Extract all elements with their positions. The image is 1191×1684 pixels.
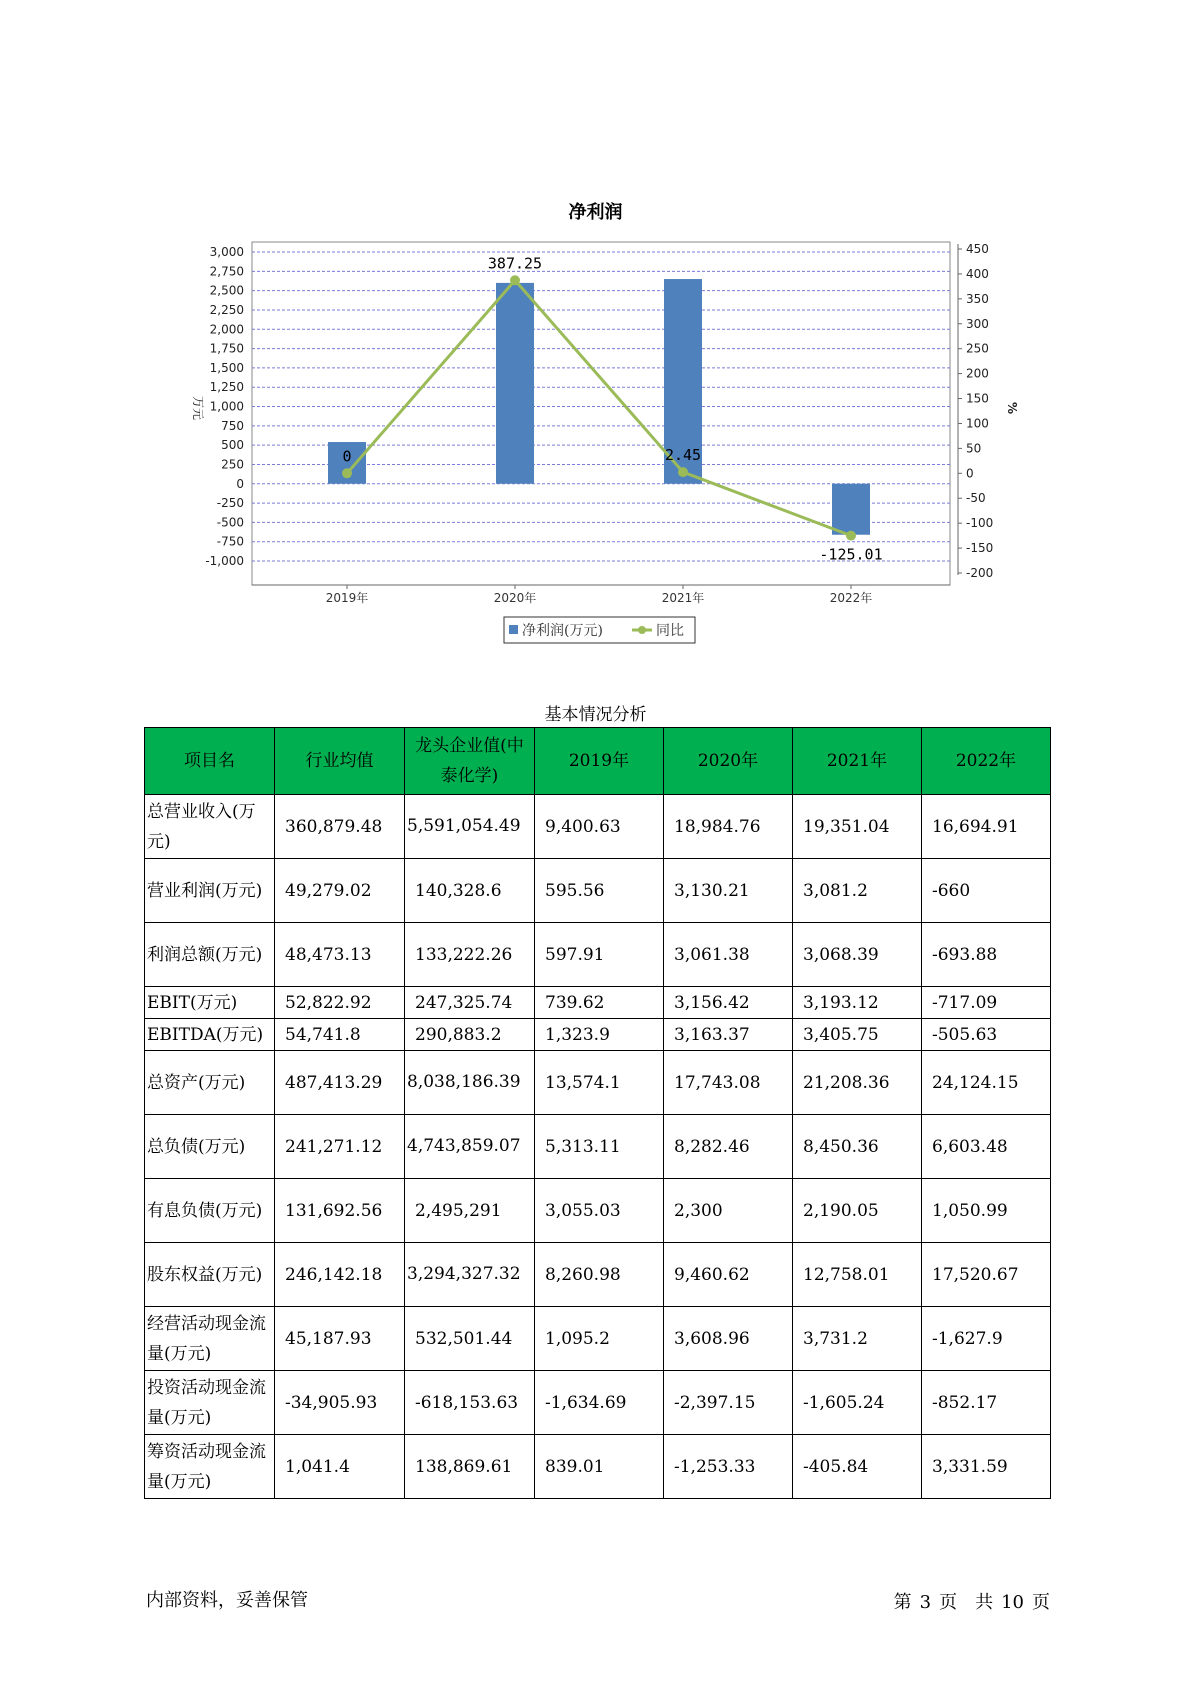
table-cell: 17,520.67 bbox=[922, 1243, 1051, 1307]
table-cell: 52,822.92 bbox=[275, 987, 405, 1019]
table-cell: 487,413.29 bbox=[275, 1051, 405, 1115]
y-tick-label: 3,000 bbox=[209, 245, 244, 259]
table-cell: 1,050.99 bbox=[922, 1179, 1051, 1243]
y2-tick-label: 150 bbox=[966, 391, 989, 406]
header-2019: 2019年 bbox=[535, 728, 664, 795]
table-cell: 13,574.1 bbox=[535, 1051, 664, 1115]
yoy-data-label: -125.01 bbox=[819, 545, 883, 564]
table-cell: 3,061.38 bbox=[664, 923, 793, 987]
bar-net-profit bbox=[832, 484, 870, 535]
row-label: 总营业收入(万元) bbox=[145, 795, 275, 859]
page-total: 10 bbox=[1001, 1592, 1024, 1613]
table-cell: 360,879.48 bbox=[275, 795, 405, 859]
table-cell: 9,460.62 bbox=[664, 1243, 793, 1307]
table-cell: 3,156.42 bbox=[664, 987, 793, 1019]
table-cell: 138,869.61 bbox=[405, 1435, 535, 1499]
y2-tick-label: 450 bbox=[966, 242, 989, 256]
y2-tick-label: 200 bbox=[966, 366, 989, 381]
table-title: 基本情况分析 bbox=[544, 705, 647, 725]
y2-tick-label: -50 bbox=[966, 491, 986, 506]
net-profit-chart bbox=[0, 0, 1191, 680]
table-cell: 140,328.6 bbox=[405, 859, 535, 923]
y-tick-label: 2,750 bbox=[209, 264, 244, 279]
legend-bar-label: 净利润(万元) bbox=[522, 623, 603, 639]
table-cell: -1,253.33 bbox=[664, 1435, 793, 1499]
table-cell: 3,331.59 bbox=[922, 1435, 1051, 1499]
table-cell: 131,692.56 bbox=[275, 1179, 405, 1243]
y-tick-label: 1,750 bbox=[209, 341, 244, 356]
y-tick-label: 250 bbox=[221, 457, 244, 472]
table-cell: 8,282.46 bbox=[664, 1115, 793, 1179]
header-item-name: 项目名 bbox=[145, 728, 275, 795]
y2-tick-label: 350 bbox=[966, 291, 989, 306]
row-label: EBIT(万元) bbox=[145, 987, 275, 1019]
yoy-line bbox=[347, 280, 851, 535]
page-suffix: 页 bbox=[1032, 1592, 1050, 1613]
table-cell: -852.17 bbox=[922, 1371, 1051, 1435]
y-tick-label: 1,250 bbox=[209, 380, 244, 395]
table-cell: 1,323.9 bbox=[535, 1019, 664, 1051]
y-tick-label: 1,500 bbox=[209, 360, 244, 375]
table-cell: 739.62 bbox=[535, 987, 664, 1019]
row-label: 经营活动现金流量(万元) bbox=[145, 1307, 275, 1371]
y-tick-label: 750 bbox=[221, 418, 244, 433]
table-cell: 595.56 bbox=[535, 859, 664, 923]
table-cell: -2,397.15 bbox=[664, 1371, 793, 1435]
table-cell: 4,743,859.07 bbox=[405, 1115, 535, 1179]
header-2020: 2020年 bbox=[664, 728, 793, 795]
page-prefix: 第 bbox=[893, 1592, 912, 1613]
table-cell: -618,153.63 bbox=[405, 1371, 535, 1435]
table-cell: 3,731.2 bbox=[793, 1307, 922, 1371]
table-cell: 2,495,291 bbox=[405, 1179, 535, 1243]
basic-analysis-table bbox=[144, 727, 1051, 1499]
y-tick-label: 2,000 bbox=[209, 322, 244, 337]
table-row bbox=[145, 1435, 1051, 1499]
table-cell: 247,325.74 bbox=[405, 987, 535, 1019]
y-tick-label: -1,000 bbox=[205, 554, 244, 568]
y2-tick-label: -200 bbox=[966, 566, 994, 580]
y2-axis-title: % bbox=[1005, 401, 1019, 415]
page-mid: 页 共 bbox=[939, 1592, 994, 1613]
table-cell: 290,883.2 bbox=[405, 1019, 535, 1051]
header-leader-value: 龙头企业值(中泰化学) bbox=[405, 728, 535, 795]
row-label: 总资产(万元) bbox=[145, 1051, 275, 1115]
table-cell: -505.63 bbox=[922, 1019, 1051, 1051]
y2-tick-label: -150 bbox=[966, 541, 994, 556]
table-cell: -1,634.69 bbox=[535, 1371, 664, 1435]
x-tick-label: 2021年 bbox=[661, 591, 705, 605]
y2-tick-label: -100 bbox=[966, 516, 994, 531]
table-cell: -34,905.93 bbox=[275, 1371, 405, 1435]
yoy-point bbox=[846, 531, 856, 541]
table-row bbox=[145, 923, 1051, 987]
table-cell: 5,591,054.49 bbox=[405, 795, 535, 859]
table-row bbox=[145, 795, 1051, 859]
x-tick-label: 2019年 bbox=[325, 591, 369, 605]
table-row bbox=[145, 1019, 1051, 1051]
table-cell: 6,603.48 bbox=[922, 1115, 1051, 1179]
legend-line-label: 同比 bbox=[656, 623, 684, 639]
table-cell: -405.84 bbox=[793, 1435, 922, 1499]
table-cell: -1,627.9 bbox=[922, 1307, 1051, 1371]
table-cell: 21,208.36 bbox=[793, 1051, 922, 1115]
y2-tick-label: 250 bbox=[966, 341, 989, 356]
table-cell: -693.88 bbox=[922, 923, 1051, 987]
table-cell: 3,130.21 bbox=[664, 859, 793, 923]
table-row bbox=[145, 1115, 1051, 1179]
header-2022: 2022年 bbox=[922, 728, 1051, 795]
table-cell: 8,038,186.39 bbox=[405, 1051, 535, 1115]
table-cell: 3,081.2 bbox=[793, 859, 922, 923]
row-label: 利润总额(万元) bbox=[145, 923, 275, 987]
x-tick-label: 2020年 bbox=[493, 591, 537, 605]
yoy-data-label: 387.25 bbox=[487, 254, 543, 273]
table-cell: 19,351.04 bbox=[793, 795, 922, 859]
table-row bbox=[145, 1371, 1051, 1435]
legend-line-marker bbox=[638, 626, 646, 634]
chart-title: 净利润 bbox=[568, 202, 623, 223]
table-cell: 133,222.26 bbox=[405, 923, 535, 987]
x-tick-label: 2022年 bbox=[829, 591, 873, 605]
table-cell: 3,608.96 bbox=[664, 1307, 793, 1371]
y2-tick-label: 300 bbox=[966, 316, 989, 331]
table-cell: 18,984.76 bbox=[664, 795, 793, 859]
y-axis-title: 万元 bbox=[191, 395, 205, 421]
table-cell: 17,743.08 bbox=[664, 1051, 793, 1115]
table-cell: 3,294,327.32 bbox=[405, 1243, 535, 1307]
table-cell: 246,142.18 bbox=[275, 1243, 405, 1307]
y-tick-label: -500 bbox=[216, 515, 244, 530]
y-tick-label: 2,500 bbox=[209, 283, 244, 298]
table-cell: 3,068.39 bbox=[793, 923, 922, 987]
header-2021: 2021年 bbox=[793, 728, 922, 795]
table-row bbox=[145, 1051, 1051, 1115]
row-label: 总负债(万元) bbox=[145, 1115, 275, 1179]
table-cell: 532,501.44 bbox=[405, 1307, 535, 1371]
y2-tick-label: 400 bbox=[966, 266, 989, 281]
row-label: 股东权益(万元) bbox=[145, 1243, 275, 1307]
y2-tick-label: 50 bbox=[966, 441, 982, 456]
row-label: EBITDA(万元) bbox=[145, 1019, 275, 1051]
table-cell: 1,041.4 bbox=[275, 1435, 405, 1499]
table-cell: 839.01 bbox=[535, 1435, 664, 1499]
table-row bbox=[145, 1179, 1051, 1243]
table-cell: 2,190.05 bbox=[793, 1179, 922, 1243]
y-tick-label: -750 bbox=[216, 534, 244, 549]
yoy-point bbox=[678, 467, 688, 477]
table-row bbox=[145, 987, 1051, 1019]
table-cell: 9,400.63 bbox=[535, 795, 664, 859]
table-cell: 54,741.8 bbox=[275, 1019, 405, 1051]
row-label: 筹资活动现金流量(万元) bbox=[145, 1435, 275, 1499]
table-cell: 8,260.98 bbox=[535, 1243, 664, 1307]
footer-confidential-note: 内部资料，妥善保管 bbox=[146, 1590, 308, 1611]
table-cell: 24,124.15 bbox=[922, 1051, 1051, 1115]
yoy-data-label: 0 bbox=[342, 447, 352, 466]
table-cell: 597.91 bbox=[535, 923, 664, 987]
y-tick-label: 1,000 bbox=[209, 399, 244, 414]
page-current: 3 bbox=[919, 1592, 932, 1613]
yoy-point bbox=[510, 275, 520, 285]
y2-tick-label: 100 bbox=[966, 416, 989, 431]
table-cell: -660 bbox=[922, 859, 1051, 923]
yoy-data-label: 2.45 bbox=[664, 446, 702, 465]
table-row bbox=[145, 1243, 1051, 1307]
table-cell: 1,095.2 bbox=[535, 1307, 664, 1371]
table-cell: 48,473.13 bbox=[275, 923, 405, 987]
table-row bbox=[145, 1307, 1051, 1371]
table-cell: 3,163.37 bbox=[664, 1019, 793, 1051]
y-tick-label: 2,250 bbox=[209, 302, 244, 317]
legend-bar-swatch bbox=[509, 625, 518, 634]
table-cell: 3,055.03 bbox=[535, 1179, 664, 1243]
table-cell: 12,758.01 bbox=[793, 1243, 922, 1307]
yoy-point bbox=[342, 468, 352, 478]
row-label: 营业利润(万元) bbox=[145, 859, 275, 923]
row-label: 有息负债(万元) bbox=[145, 1179, 275, 1243]
table-cell: 241,271.12 bbox=[275, 1115, 405, 1179]
row-label: 投资活动现金流量(万元) bbox=[145, 1371, 275, 1435]
y2-tick-label: 0 bbox=[966, 466, 974, 481]
table-cell: -717.09 bbox=[922, 987, 1051, 1019]
table-cell: 8,450.36 bbox=[793, 1115, 922, 1179]
table-cell: 49,279.02 bbox=[275, 859, 405, 923]
table-cell: 16,694.91 bbox=[922, 795, 1051, 859]
y-tick-label: 500 bbox=[221, 438, 244, 453]
table-cell: 3,405.75 bbox=[793, 1019, 922, 1051]
table-row bbox=[145, 859, 1051, 923]
y-tick-label: 0 bbox=[236, 476, 244, 491]
bar-net-profit bbox=[496, 283, 534, 484]
header-industry-avg: 行业均值 bbox=[275, 728, 405, 795]
page-number bbox=[886, 1588, 1050, 1614]
table-cell: 45,187.93 bbox=[275, 1307, 405, 1371]
table-cell: 5,313.11 bbox=[535, 1115, 664, 1179]
y-tick-label: -250 bbox=[216, 496, 244, 511]
table-header-row bbox=[145, 728, 1051, 795]
table-cell: 2,300 bbox=[664, 1179, 793, 1243]
table-cell: -1,605.24 bbox=[793, 1371, 922, 1435]
table-cell: 3,193.12 bbox=[793, 987, 922, 1019]
